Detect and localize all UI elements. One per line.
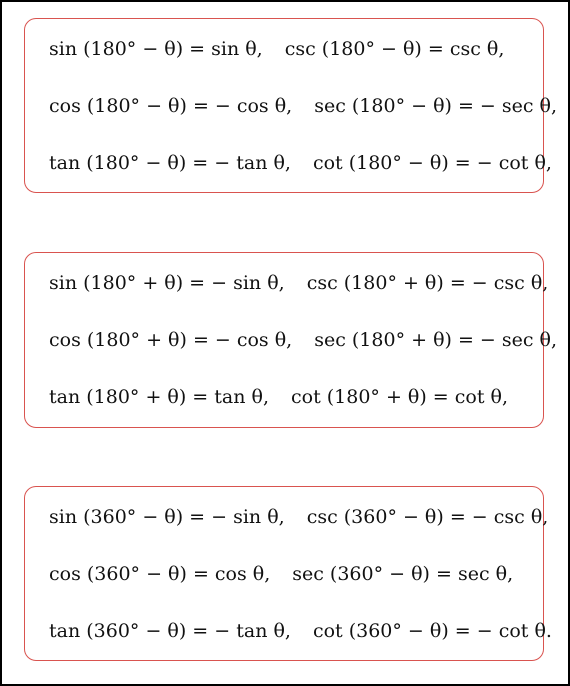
identity-group-180-minus [24, 18, 558, 193]
identity-group-360-minus [24, 486, 552, 661]
identity-sin: sin (360° − θ) = − sin θ, [49, 506, 285, 528]
identity-tan: tan (360° − θ) = − tan θ, [49, 620, 291, 642]
identity-tan: tan (180° − θ) = − tan θ, [49, 152, 291, 174]
identity-cos: cos (180° − θ) = − cos θ, [49, 95, 293, 117]
identity-line [49, 502, 549, 532]
identity-sin: sin (180° + θ) = − sin θ, [49, 272, 285, 294]
identity-sec: sec (180° + θ) = − sec θ, [314, 329, 558, 351]
identity-cos: cos (180° + θ) = − cos θ, [49, 329, 293, 351]
identity-line [49, 148, 552, 178]
identity-line [49, 34, 537, 64]
identity-sec: sec (180° − θ) = − sec θ, [314, 95, 558, 117]
identity-group-180-plus [24, 252, 558, 428]
identity-sec: sec (360° − θ) = sec θ, [292, 563, 514, 585]
identity-line [49, 325, 558, 355]
identity-cos: cos (360° − θ) = cos θ, [49, 563, 271, 585]
identity-csc: csc (180° + θ) = − csc θ, [306, 272, 549, 294]
identity-csc: csc (180° − θ) = csc θ, [284, 38, 505, 60]
identity-line [49, 268, 549, 298]
identity-line [49, 382, 537, 412]
identity-cot: cot (180° − θ) = − cot θ, [312, 152, 552, 174]
identity-sin: sin (180° − θ) = sin θ, [49, 38, 263, 60]
identity-csc: csc (360° − θ) = − csc θ, [306, 506, 549, 528]
identity-cot: cot (180° + θ) = cot θ, [290, 386, 508, 408]
identity-cot: cot (360° − θ) = − cot θ. [312, 620, 552, 642]
identity-line [49, 91, 558, 121]
identity-line [49, 616, 552, 646]
identity-line [49, 559, 537, 589]
identity-tan: tan (180° + θ) = tan θ, [49, 386, 269, 408]
